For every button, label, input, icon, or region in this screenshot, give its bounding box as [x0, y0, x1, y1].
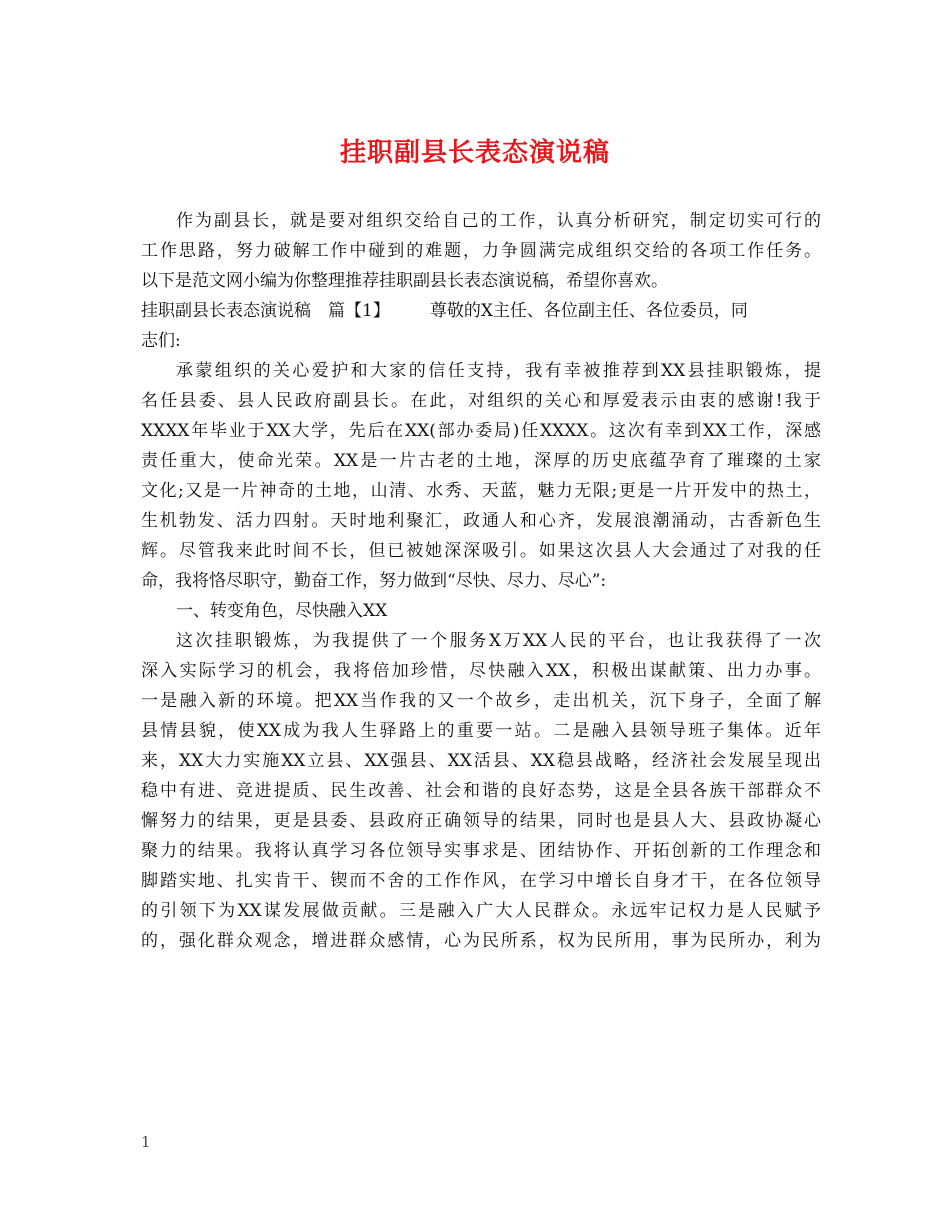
text-line: 这次挂职锻炼，为我提供了一个服务X万XX人民的平台，也让我获得了一次 — [176, 631, 821, 651]
page-number: 1 — [141, 1133, 151, 1151]
text-line: 县情县貌，使XX成为我人生驿路上的重要一站。二是融入县领导班子集体。近年 — [141, 721, 821, 741]
text-line: 志们: — [141, 331, 181, 351]
text-line: XXXX年毕业于XX大学，先后在XX(部办委局)任XXXX。这次有幸到XX工作，深感 — [141, 421, 821, 441]
text-line: 承蒙组织的关心爱护和大家的信任支持，我有幸被推荐到XX县挂职锻炼，提 — [176, 361, 821, 381]
text-line: 来，XX大力实施XX立县、XX强县、XX活县、XX稳县战略，经济社会发展呈现出 — [141, 751, 821, 771]
text-line: 辉。尽管我来此时间不长，但已被她深深吸引。如果这次县人大会通过了对我的任 — [141, 541, 821, 561]
text-line: 稳中有进、竞进提质、民生改善、社会和谐的良好态势，这是全县各族干部群众不 — [141, 781, 821, 801]
section-header-line — [141, 296, 821, 326]
text-line: 懈努力的结果，更是县委、县政府正确领导的结果，同时也是县人大、县政协凝心 — [141, 811, 821, 831]
text-line: 文化;又是一片神奇的土地，山清、水秀、天蓝，魅力无限;更是一片开发中的热土， — [141, 481, 821, 501]
text-line: 一是融入新的环境。把XX当作我的又一个故乡，走出机关，沉下身子，全面了解 — [141, 691, 821, 711]
text-line: 生机勃发、活力四射。天时地利聚汇，政通人和心齐，发展浪潮涌动，古香新色生 — [141, 511, 821, 531]
section-heading: 挂职副县长表态演说稿 篇【1】 — [141, 301, 390, 321]
subheading-line: 一、转变角色，尽快融入XX — [176, 601, 388, 621]
text-line: 命，我将恪尽职守，勤奋工作，努力做到“尽快、尽力、尽心”: — [141, 571, 607, 591]
text-line: 深入实际学习的机会，我将倍加珍惜，尽快融入XX，积极出谋献策、出力办事。 — [141, 661, 821, 681]
text-line: 工作思路，努力破解工作中碰到的难题，力争圆满完成组织交给的各项工作任务。 — [141, 241, 821, 261]
text-line: 脚踏实地、扎实肯干、锲而不舍的工作作风，在学习中增长自身才干，在各位领导 — [141, 871, 821, 891]
text-line: 名任县委、县人民政府副县长。在此，对组织的关心和厚爱表示由衷的感谢!我于 — [141, 391, 821, 411]
text-line: 的，强化群众观念，增进群众感情，心为民所系，权为民所用，事为民所办，利为 — [141, 931, 821, 951]
text-line: 以下是范文网小编为你整理推荐挂职副县长表态演说稿，希望你喜欢。 — [141, 271, 668, 291]
text-line: 作为副县长，就是要对组织交给自己的工作，认真分析研究，制定切实可行的 — [176, 211, 821, 231]
text-line: 责任重大，使命光荣。XX是一片古老的土地，深厚的历史底蕴孕育了璀璨的土家 — [141, 451, 821, 471]
text-line: 的引领下为XX谋发展做贡献。三是融入广大人民群众。永远牢记权力是人民赋予 — [141, 901, 821, 921]
salutation-text: 尊敬的X主任、各位副主任、各位委员，同 — [429, 301, 748, 321]
text-line: 聚力的结果。我将认真学习各位领导实事求是、团结协作、开拓创新的工作理念和 — [141, 841, 821, 861]
document-title: 挂职副县长表态演说稿 — [339, 138, 610, 168]
document-body — [141, 206, 821, 956]
